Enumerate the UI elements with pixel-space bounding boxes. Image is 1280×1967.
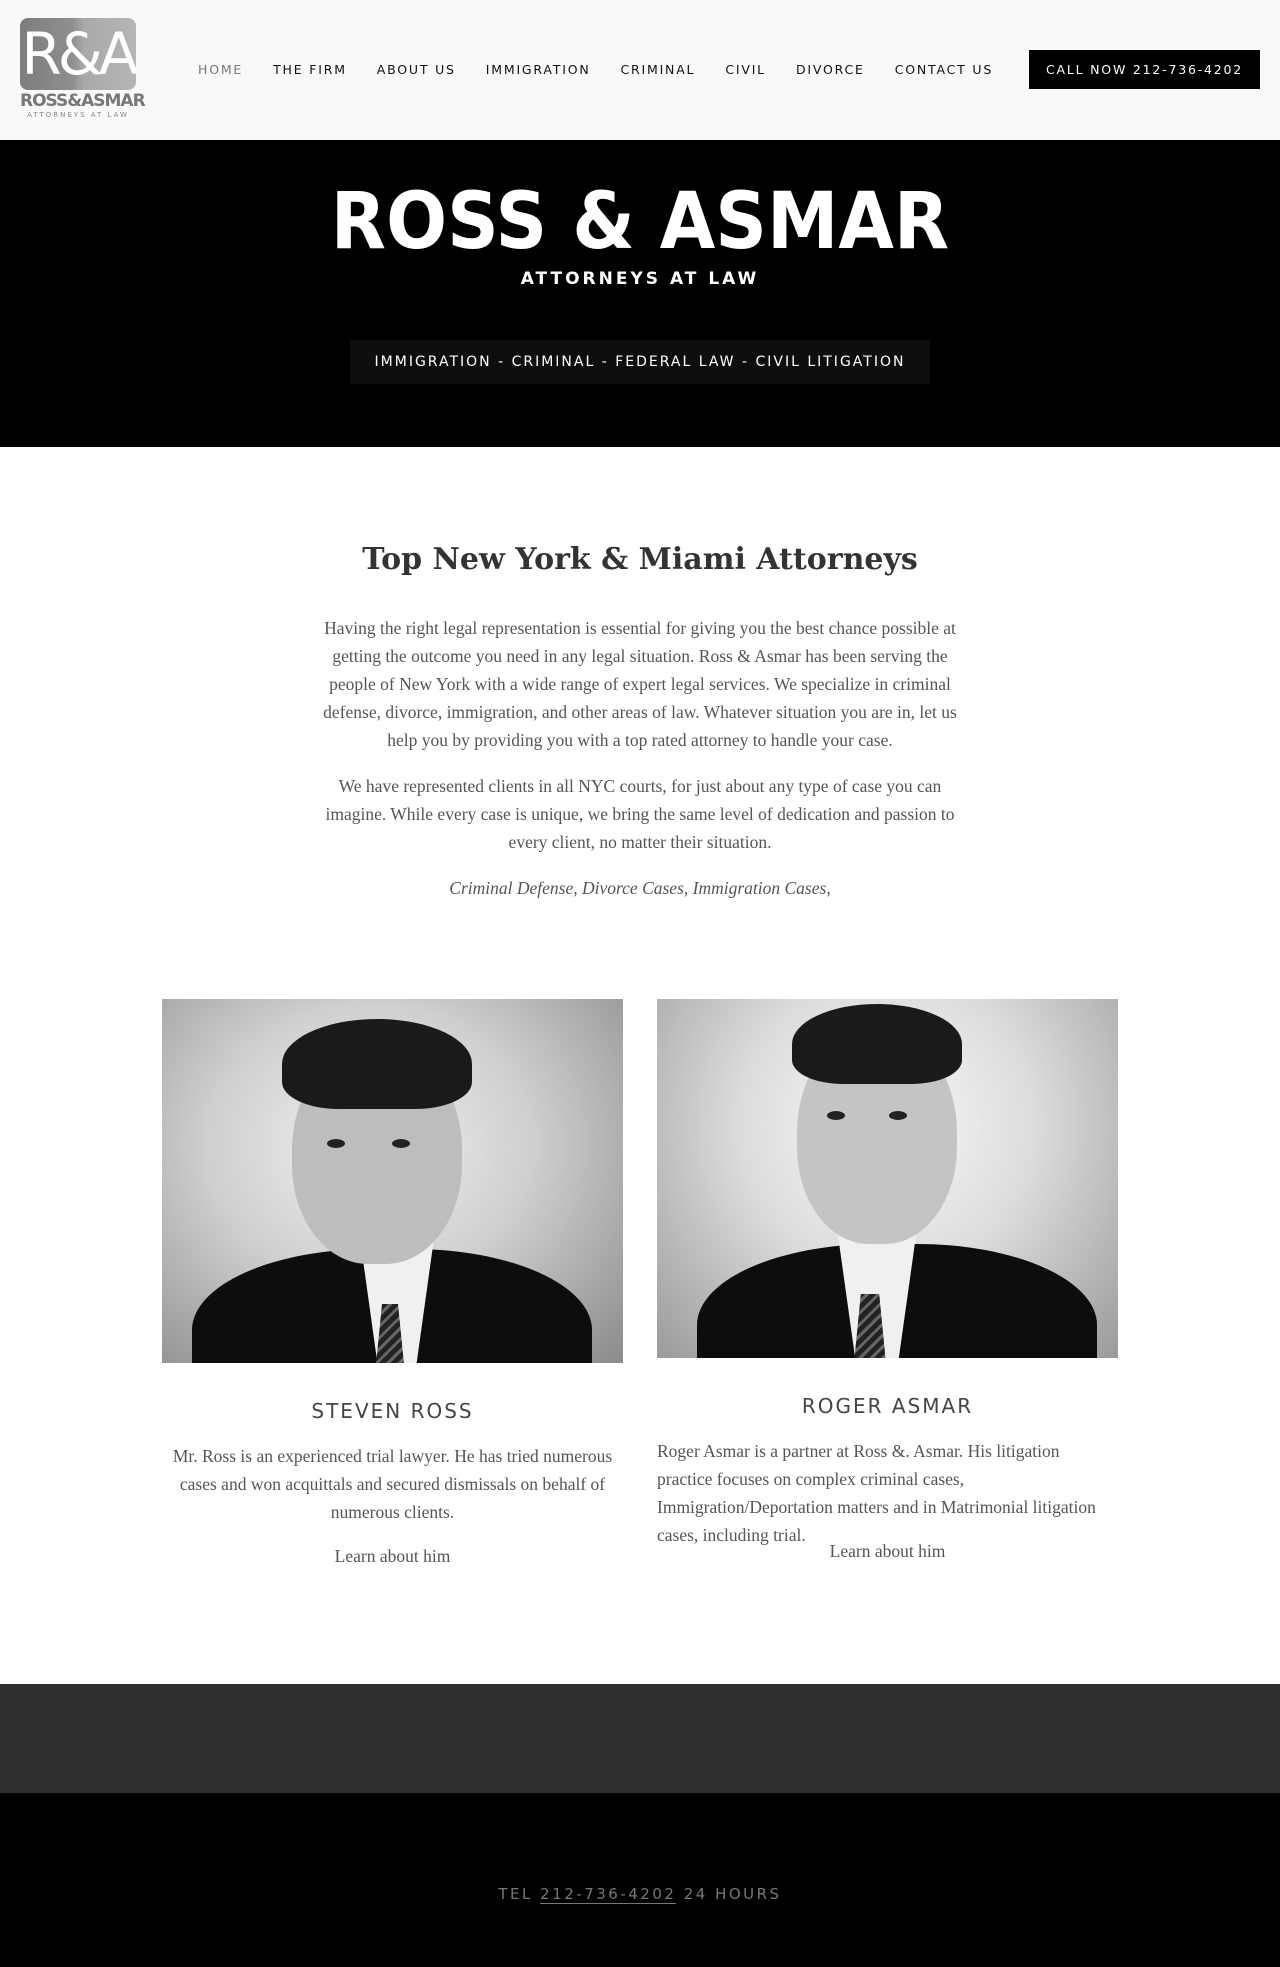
hero-title: ROSS & ASMAR xyxy=(330,177,950,267)
footer-tel-label: TEL xyxy=(498,1885,533,1903)
hero-subtitle: ATTORNEYS AT LAW xyxy=(520,269,760,289)
nav-item-civil[interactable]: CIVIL xyxy=(725,62,766,77)
nav-item-immigration[interactable]: IMMIGRATION xyxy=(485,62,591,77)
footer-phone-link[interactable]: 212-736-4202 xyxy=(540,1885,677,1903)
attorney-bio-roger-asmar: Roger Asmar is a partner at Ross &. Asmar. His litigation practice focuses on complex criminal cases, Immigration/Deportation matters and in Matrimonial litigation cases, including trial. xyxy=(657,1441,1096,1545)
nav-item-criminal[interactable]: CRIMINAL xyxy=(620,62,696,77)
logo-tagline: ATTORNEYS AT LAW xyxy=(27,111,129,119)
site-logo[interactable] xyxy=(20,18,145,122)
practice-tags: Criminal Defense, Divorce Cases, Immigration Cases, xyxy=(449,878,831,898)
nav-item-about-us[interactable]: ABOUT US xyxy=(376,62,456,77)
practice-areas-banner: IMMIGRATION - CRIMINAL - FEDERAL LAW - CIVIL LITIGATION xyxy=(350,340,930,384)
footer-divider-band xyxy=(0,1684,1280,1793)
learn-about-steven-ross-link[interactable]: Learn about him xyxy=(334,1546,451,1566)
main-nav xyxy=(183,60,1008,80)
photo-hair xyxy=(282,1019,472,1109)
attorney-bio-steven-ross: Mr. Ross is an experienced trial lawyer. He has tried numerous cases and won acquittals and secured dismissals on behalf of numerous clients. xyxy=(172,1446,613,1522)
intro-paragraph-2: We have represented clients in all NYC courts, for just about any type of case you can imagine. While every case is unique, we bring the same level of dedication and passion to every client, no matter their situation. xyxy=(325,776,955,852)
photo-eye xyxy=(392,1139,410,1148)
footer-hours: 24 HOURS xyxy=(683,1885,782,1903)
roger-asmar-photo xyxy=(657,999,1118,1358)
nav-item-home[interactable]: HOME xyxy=(198,62,244,77)
logo-name: ROSS&ASMAR xyxy=(20,91,145,111)
attorney-name-roger-asmar: ROGER ASMAR xyxy=(801,1394,974,1418)
learn-about-roger-asmar-link[interactable]: Learn about him xyxy=(829,1541,946,1561)
nav-item-divorce[interactable]: DIVORCE xyxy=(795,62,865,77)
nav-item-contact-us[interactable]: CONTACT US xyxy=(894,62,994,77)
logo-monogram: R&A xyxy=(21,20,135,88)
intro-paragraph-1: Having the right legal representation is essential for giving you the best chance possible at getting the outcome you need in any legal situation. Ross & Asmar has been serving the people of New York with a wide range of expert legal services. We specialize in criminal defense, divorce, immigration, and other areas of law. Whatever situation you are in, let us help you by providing you with a top rated attorney to handle your case. xyxy=(323,618,957,750)
site-header xyxy=(0,0,1280,140)
attorney-name-steven-ross: STEVEN ROSS xyxy=(311,1399,474,1423)
intro-heading: Top New York & Miami Attorneys xyxy=(362,542,918,577)
hero-banner xyxy=(0,140,1280,447)
photo-eye xyxy=(889,1111,907,1120)
footer-contact-line xyxy=(0,1882,1280,1906)
nav-item-the-firm[interactable]: THE FIRM xyxy=(273,62,347,77)
steven-ross-photo xyxy=(162,999,623,1363)
call-now-button[interactable]: CALL NOW 212-736-4202 xyxy=(1029,50,1260,89)
photo-hair xyxy=(792,1004,962,1084)
site-footer xyxy=(0,1793,1280,1967)
photo-eye xyxy=(327,1139,345,1148)
photo-eye xyxy=(827,1111,845,1120)
